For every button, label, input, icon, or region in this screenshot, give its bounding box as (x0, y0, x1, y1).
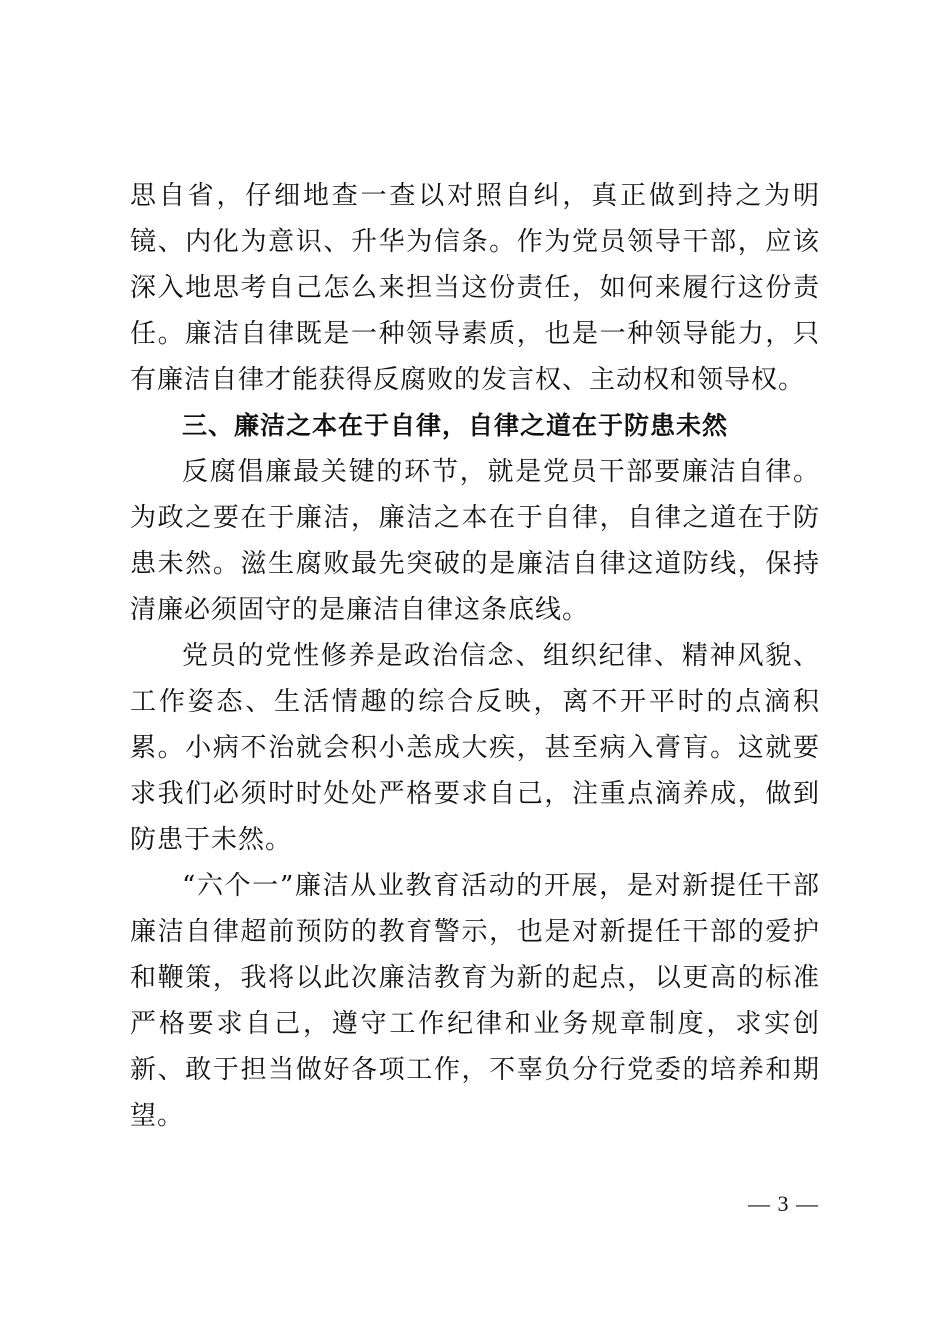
document-body (130, 173, 820, 1139)
paragraph: 党员的党性修养是政治信念、组织纪律、精神风貌、工作姿态、生活情趣的综合反映，离不开平时的点滴积累。小病不治就会积小恙成大疾，甚至病入膏肓。这就要求我们必须时时处处严格要求自己，注重点滴养成，做到防患于未然。 (130, 641, 820, 855)
page-number: — 3 — (748, 1191, 819, 1216)
paragraph: 反腐倡廉最关键的环节，就是党员干部要廉洁自律。为政之要在于廉洁，廉洁之本在于自律，自律之道在于防患未然。滋生腐败最先突破的是廉洁自律这道防线，保持清廉必须固守的是廉洁自律这条底线。 (130, 457, 820, 625)
section-heading: 三、廉洁之本在于自律，自律之道在于防患未然 (182, 411, 729, 440)
paragraph-continuation: 思自省，仔细地查一查以对照自纠，真正做到持之为明镜、内化为意识、升华为信条。作为党员领导干部，应该深入地思考自己怎么来担当这份责任，如何来履行这份责任。廉洁自律既是一种领导素质，也是一种领导能力，只有廉洁自律才能获得反腐败的发言权、主动权和领导权。 (130, 181, 820, 395)
paragraph: “六个一”廉洁从业教育活动的开展，是对新提任干部廉洁自律超前预防的教育警示，也是对新提任干部的爱护和鞭策，我将以此次廉洁教育为新的起点，以更高的标准严格要求自己，遵守工作纪律和业务规章制度，求实创新、敢于担当做好各项工作，不辜负分行党委的培养和期望。 (130, 871, 820, 1131)
